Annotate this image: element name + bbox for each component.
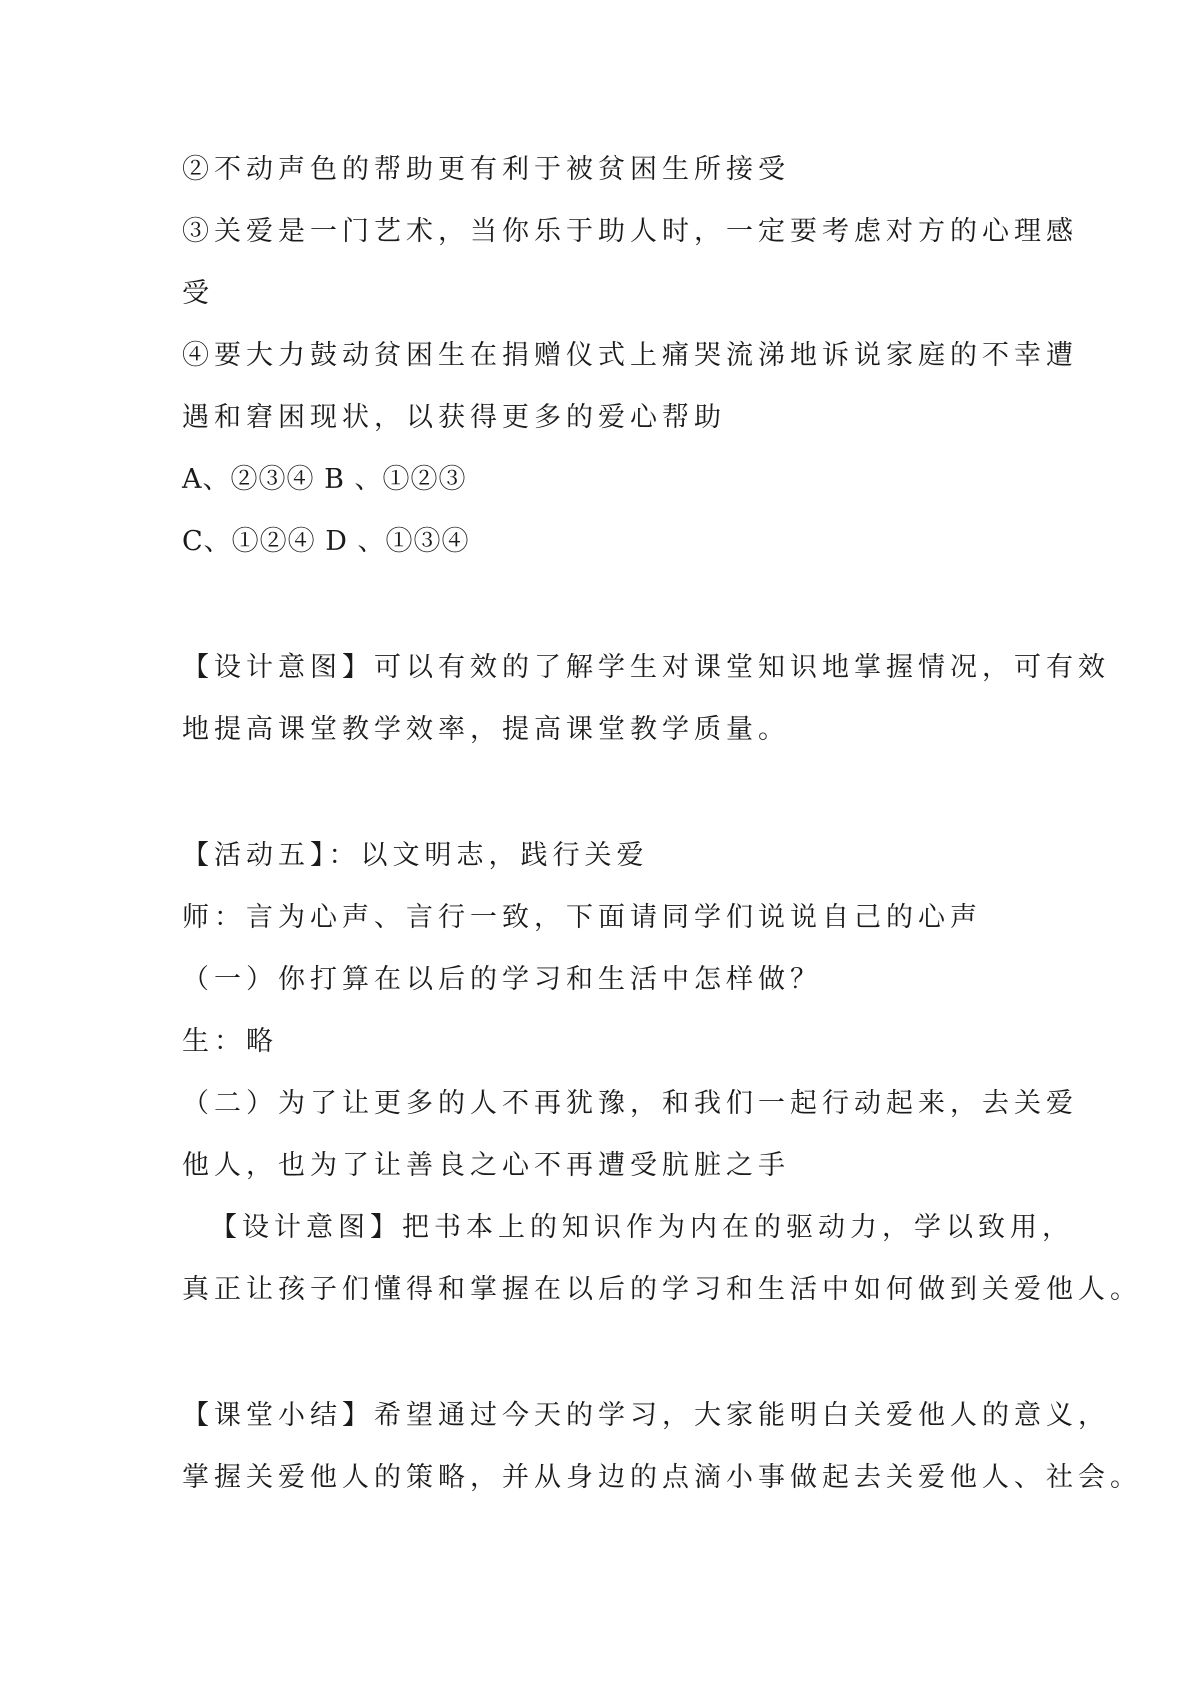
design-intent-1-line-2: 地提高课堂教学效率，提高课堂教学质量。 [182,714,790,745]
question-one-line: （一）你打算在以后的学习和生活中怎样做？ [182,964,822,995]
option-3-line: ③关爱是一门艺术，当你乐于助人时，一定要考虑对方的心理感 [182,216,1078,247]
student-line: 生：略 [182,1026,278,1057]
design-intent-2-line-2: 真正让孩子们懂得和掌握在以后的学习和生活中如何做到关爱他人。 [182,1274,1142,1305]
option-3-line-cont: 受 [182,278,214,309]
design-intent-2-line-1: 【设计意图】把书本上的知识作为内在的驱动力，学以致用， [210,1212,1074,1243]
answer-choices-ab: A、②③④ B 、①②③ [182,464,467,495]
question-two-line-cont: 他人，也为了让善良之心不再遭受肮脏之手 [182,1150,790,1181]
option-4-line: ④要大力鼓动贫困生在捐赠仪式上痛哭流涕地诉说家庭的不幸遭 [182,340,1078,371]
teacher-line: 师：言为心声、言行一致，下面请同学们说说自己的心声 [182,902,982,933]
answer-choices-cd: C、①②④ D 、①③④ [182,526,470,557]
option-4-line-cont: 遇和窘困现状，以获得更多的爱心帮助 [182,402,726,433]
summary-line-1: 【课堂小结】希望通过今天的学习，大家能明白关爱他人的意义， [182,1400,1110,1431]
activity-five-heading: 【活动五】：以文明志，践行关爱 [182,840,649,871]
summary-line-2: 掌握关爱他人的策略，并从身边的点滴小事做起去关爱他人、社会。 [182,1462,1142,1493]
design-intent-1-line-1: 【设计意图】可以有效的了解学生对课堂知识地掌握情况，可有效 [182,652,1110,683]
question-two-line: （二）为了让更多的人不再犹豫，和我们一起行动起来，去关爱 [182,1088,1078,1119]
option-2-line: ②不动声色的帮助更有利于被贫困生所接受 [182,154,790,185]
